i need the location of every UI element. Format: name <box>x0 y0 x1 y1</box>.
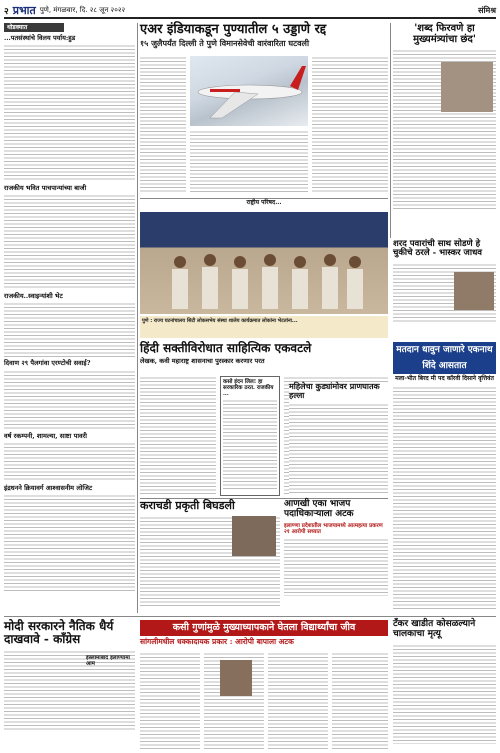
pawar-headline: शरद पवारांची साथ सोडणे हे चुकीचे ठरले - भास्कर जाधव <box>393 239 483 259</box>
brief-text <box>4 370 135 430</box>
lead-text <box>312 56 388 194</box>
teacher-subhead-box <box>140 638 388 650</box>
brief-text <box>4 302 135 357</box>
hindi-subhead: लेखक, कवी महाराष्ट्र शासनाचा पुरस्कार करणार परत <box>140 357 265 366</box>
airplane-icon <box>190 56 308 126</box>
lead-text-col2 <box>190 130 308 194</box>
column-divider <box>137 23 138 613</box>
page-number: २ <box>4 6 9 17</box>
brief-title: राजकीय भवित पाचपान्यांच्या बाजी <box>4 184 87 193</box>
cm-quote-headline: 'शब्द फिरवणे हा मुख्यमंत्र्यांचा छंद' <box>413 23 476 45</box>
mahila-headline: महिलेचा कुड्यांमोवर प्राणघातक हल्ला <box>289 381 380 400</box>
brief-title: ...पतसंस्थांचे विलय पर्याय:हुड <box>4 34 76 42</box>
teacher-text <box>268 652 328 750</box>
hindi-headline: हिंदी सक्तीविरोधात साहित्यिक एकवटले <box>140 341 312 355</box>
shinde-text <box>393 386 496 611</box>
airplane-photo <box>190 56 308 126</box>
teacher-subhead: सांगलीमधील धक्कादायक प्रकार : आरोपी बापाला अटक <box>140 637 294 646</box>
lead-subhead: १५ जुलैपर्यंत दिल्ली ते पुणे विमानसेवेची वारंवारिता घटवली <box>140 38 310 49</box>
lead-text-col1 <box>140 56 186 194</box>
islamabad-title: इस्लामाबाद इलाण्यामा आम <box>86 655 130 668</box>
congress-headline: मोदी सरकारने नैतिक धैर्य दाखवावे - काँग्रेस <box>4 619 114 647</box>
brief-title: दिवाण २९ पैलगांवा एरण्टोची सवाई? <box>4 359 91 368</box>
teacher-story <box>140 652 388 750</box>
jadhav-photo <box>454 272 494 310</box>
brief-title: राजकीय..स्वाइन्यांशी भेट <box>4 292 63 301</box>
event-photo <box>140 212 388 314</box>
tanker-headline: टँकर खाडीत कोसळल्याने चालकाचा मृत्यू <box>393 619 476 639</box>
shinde-story <box>393 376 496 616</box>
photo-caption: पुणे : राज्य घटनांचालय सिटी लोकसभेय संस्था शालेय कार्यक्रमात लोकांना भेटतांना... <box>142 318 298 324</box>
brief-title: वर्ष रकम्पनी, शामल्या, साष्टा पावरी <box>4 431 87 440</box>
shinde-sub: मला-भीत बिरद मी पद कॉरवी दिसाने वृत्तिवंत <box>395 375 494 382</box>
politician-photo <box>441 62 493 112</box>
karachi-headline: कराचडी प्रकृती बिघडली <box>140 499 235 512</box>
dateline: पुणे, मंगळवार, दि. २८ जून २०२२ <box>39 5 126 14</box>
photo-caption-box <box>140 316 388 338</box>
left-column <box>4 23 135 613</box>
bjp-arrest-text <box>284 538 388 596</box>
bjp-arrest-headline: आणखी एका भाजप पदाधिकाऱ्याला अटक <box>284 499 354 519</box>
section-title: संमिश्र <box>478 5 496 15</box>
hindi-box-text <box>223 399 277 491</box>
masthead <box>4 3 496 19</box>
brief-text <box>4 494 135 592</box>
teacher-text <box>332 652 388 750</box>
event-caption-top <box>140 200 388 210</box>
mahila-story <box>289 382 388 494</box>
brief-text <box>4 194 135 290</box>
tanker-text <box>393 644 496 744</box>
lead-text-col3 <box>312 56 388 194</box>
column-divider <box>390 23 391 238</box>
newspaper-logo: प्रभात <box>12 3 36 17</box>
section-divider <box>4 616 496 617</box>
hindi-box <box>220 376 280 496</box>
lead-text <box>190 130 308 194</box>
lead-headline: एअर इंडियाकडून पुण्यातील ५ उड्डाणे रद्द <box>140 22 327 37</box>
tanker-story <box>393 620 496 750</box>
teacher-text <box>140 652 200 750</box>
cm-quote-story <box>393 23 496 238</box>
accused-photo <box>220 660 252 696</box>
event-caption: राष्ट्रीय परिषद... <box>246 199 282 206</box>
congress-story <box>4 620 135 750</box>
mahila-text <box>289 403 388 493</box>
shinde-banner: मतदान धावुन जाणारे एकनाथ शिंदे आसतात <box>393 342 496 374</box>
hindi-text <box>140 376 216 496</box>
islamabad-box <box>86 655 134 675</box>
lead-text <box>140 56 186 194</box>
hindi-box-title: कसो इंदन लिल! हा सरकारिक ठरत. राजकीय ... <box>223 379 274 398</box>
hindi-text-col1 <box>140 376 216 496</box>
teacher-headline: कसी गुणांमुळे मुख्याध्यापकाने घेतला विद्यार्थ्यांचा जीव <box>140 620 388 636</box>
masthead-left <box>4 3 125 18</box>
karachi-photo <box>232 516 276 556</box>
bjp-arrest-story <box>284 500 388 612</box>
bjp-arrest-sub: इलाण्णा प्रदेशातील भाजयामध्ये आत्महत्या प्रकरण २१ आरोपी सध्यात <box>284 522 383 535</box>
brief-text <box>4 44 135 182</box>
brief-title: इंद्रधनने क्रियावर्ग आश्वासनीम लोजिट <box>4 483 93 492</box>
brief-text <box>4 442 135 482</box>
group-people-icon <box>140 212 388 314</box>
briefs-tag: थोडक्यात <box>4 23 64 32</box>
